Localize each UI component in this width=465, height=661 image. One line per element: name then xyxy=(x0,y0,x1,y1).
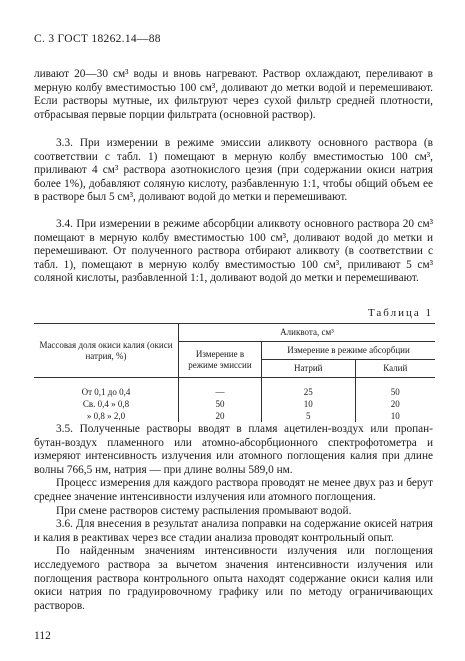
table-row xyxy=(34,410,435,422)
table-row xyxy=(34,378,435,399)
header-mass-fraction: Массовая доля окиси калия (окиси натрия, %) xyxy=(34,324,179,378)
header-aliquot: Аликвота, см³ xyxy=(179,324,436,342)
page-number: 112 xyxy=(34,630,51,642)
cell-range: От 0,1 до 0,4 xyxy=(34,378,179,399)
paragraph-text: 3.3. При измерении в режиме эмиссии аликвоту основного раствора (в соответствии с табл. 1) помещают в мерную колбу вместимостью 100 см³, приливают 4 см³ раствора азотнокислого цезия (при содержании окиси натрия более 1%), добавляют соляную кислоту, разбавленную 1:1, чтобы общий объем ее в растворе был 5 см³, доливают водой до метки и перемешивают. xyxy=(34,137,433,204)
paragraph-measurement: Процесс измерения для каждого раствора проводят не менее двух раз и берут среднее значение интенсивности излучения или атомного поглощения. xyxy=(34,477,433,503)
paragraph-3-5: 3.5. Полученные растворы вводят в пламя ацетилен-воздух или пропан-бутан-воздух пламенного или атомно-абсорбционного спектрофотометра и измеряют интенсивность излучения или атомного поглощения калия при длине волны 766,5 нм, натрия — при длине волны 589,0 нм. xyxy=(34,423,433,476)
paragraph-text: 3.4. При измерении в режиме абсорбции аликвоту основного раствора 20 см³ помещают в мерную колбу вместимостью 100 см³, доливают водой до метки и перемешивают. От полученного раствора отбирают аликвоту (в соответствии с табл. 1), помещают в мерную колбу вместимостью 100 см³, приливают 5 см³ соляной кислоты, разбавленной 1:1, доливают водой до метки и перемешивают. xyxy=(34,218,433,285)
cell-range: Св. 0,4 » 0,8 xyxy=(34,398,179,410)
paragraph-3-6: 3.6. Для внесения в результат анализа поправки на содержание окисей натрия и калия в реактивах через все стадии анализа проводят контрольный опыт. xyxy=(34,518,433,544)
table-header-row xyxy=(34,324,435,342)
cell-emission: 50 xyxy=(179,398,262,410)
aliquot-table xyxy=(34,323,435,422)
page-header: С. 3 ГОСТ 18262.14—88 xyxy=(34,33,161,45)
header-absorption: Измерение в режиме абсорбции xyxy=(262,342,436,360)
header-sodium: Натрий xyxy=(262,360,356,378)
cell-emission: — xyxy=(179,378,262,399)
paragraph-text: ливают 20—30 см³ воды и вновь нагревают. Раствор охлаждают, переливают в мерную колбу вместимостью 100 см³, доливают до метки водой и перемешивают. Если растворы мутные, их фильтруют через сухой фильтр средней плотности, отбрасывая первые порции фильтрата (основной раствор). xyxy=(34,68,433,121)
cell-sodium: 10 xyxy=(262,398,356,410)
paragraph-result: По найденным значениям интенсивности излучения или поглощения исследуемого раствора за вычетом значения интенсивности излучения или поглощения раствора контрольного опыта находят содержание окиси калия или окиси натрия по градуировочному графику или по методу ограничивающих растворов. xyxy=(34,545,433,612)
paragraph-3-3 xyxy=(34,137,433,205)
paragraph-rinse: При смене растворов систему распыления промывают водой. xyxy=(56,504,352,517)
cell-potassium: 10 xyxy=(390,410,400,421)
cell-potassium: 50 xyxy=(390,386,400,397)
header-potassium: Калий xyxy=(355,360,435,378)
cell-emission: 20 xyxy=(179,410,262,422)
table-row xyxy=(34,398,435,410)
cell-potassium: 20 xyxy=(390,398,400,409)
cell-sodium: 25 xyxy=(262,378,356,399)
header-emission: Измерение в режиме эмиссии xyxy=(179,342,262,378)
table-title: Таблица 1 xyxy=(367,307,433,319)
paragraph-3-4 xyxy=(34,218,433,286)
paragraphs-bottom xyxy=(34,423,433,613)
cell-range: » 0,8 » 2,0 xyxy=(34,410,179,422)
cell-sodium: 5 xyxy=(262,410,356,422)
paragraph-intro xyxy=(34,68,433,122)
